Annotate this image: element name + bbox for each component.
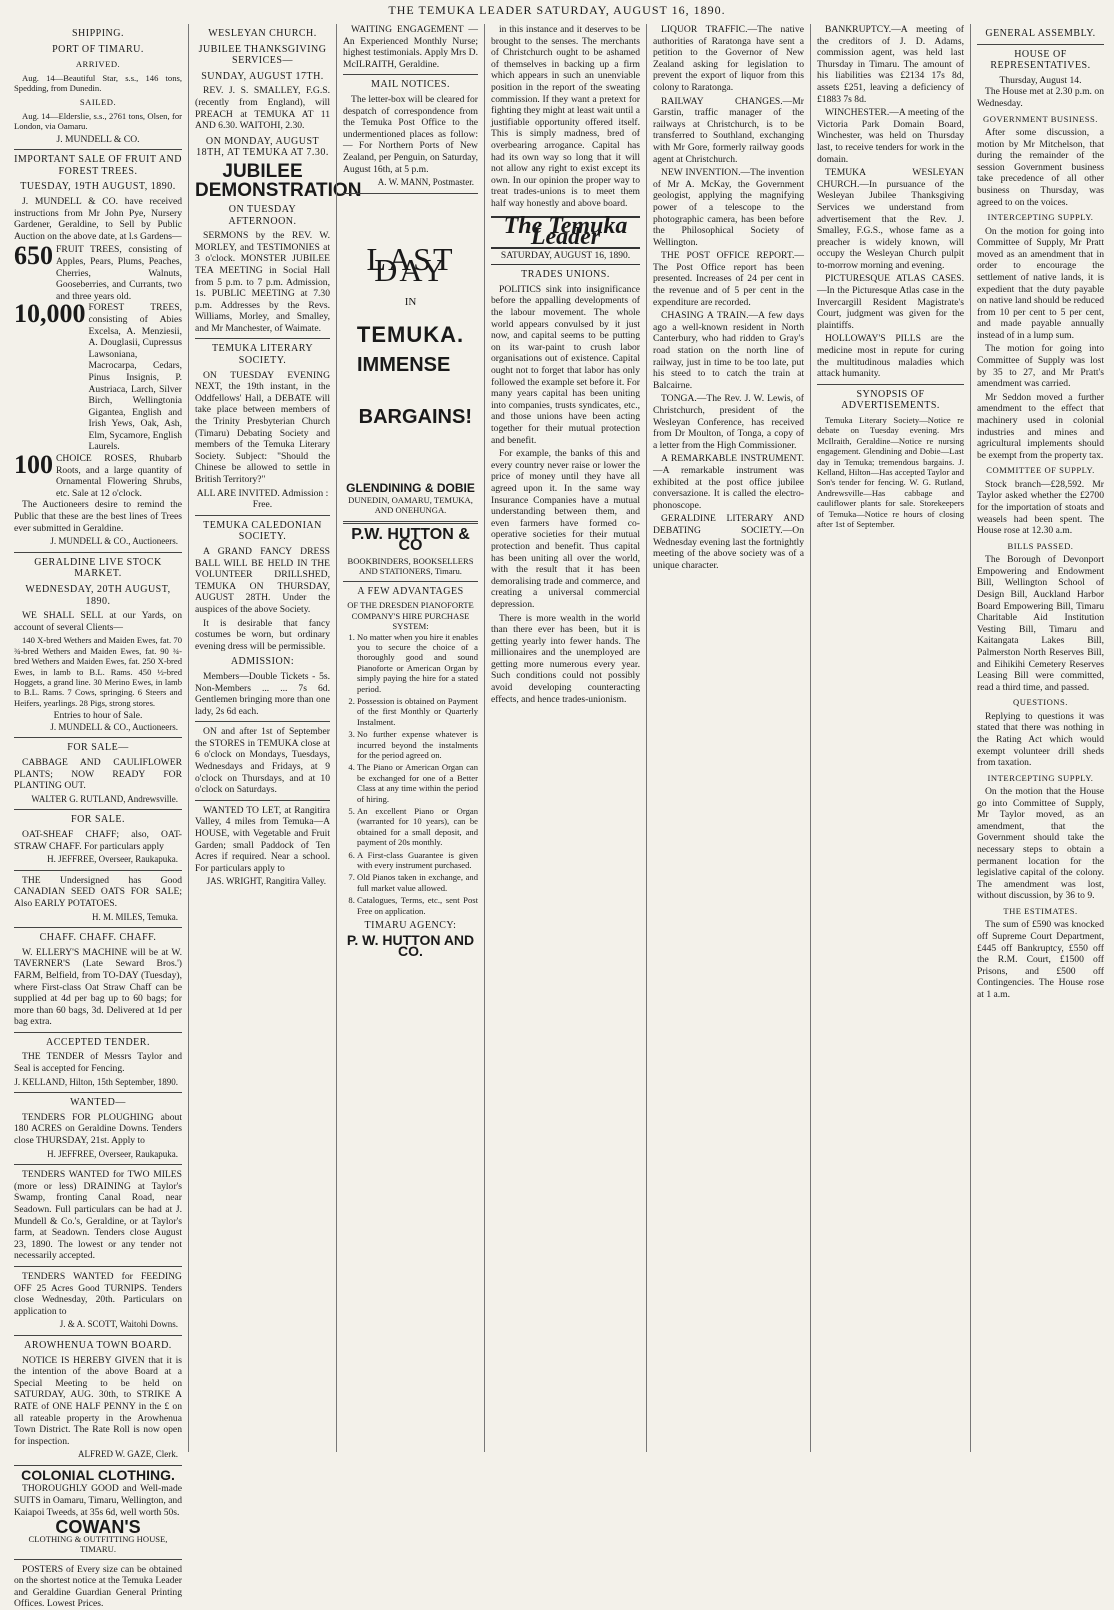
column-1: [8, 24, 188, 1610]
supply-text-2: On the motion that the House go into Committee of Supply, Mr Taylor moved, as an amendment, that the Government should take the necessary steps to obtain a permanent location for the legislative capital of the colony. The amendment was lost, without discussion, by 36 to 9.: [977, 786, 1104, 902]
advantages-list: [343, 632, 478, 917]
temuka-heading: TEMUKA.: [356, 321, 465, 347]
supply-paragraph: Mr Seddon moved a further amendment to the effect that machinery used in colonial industries and mines and agricultural implements should be exempt from the property tax.: [977, 391, 1104, 461]
article-paragraph: There is more wealth in the world than there ever has been, but it is getting yearly into fewer hands. The millionaires and the unemployed are getting more numerous every year. Such conditions could not possibly avoid developing counteracting effects, and hence trades-unionism.: [491, 612, 640, 705]
divider: [14, 1465, 182, 1466]
divider: [343, 521, 478, 524]
shipping-heading: SHIPPING.: [71, 28, 124, 39]
supply-heading: INTERCEPTING SUPPLY.: [987, 212, 1094, 223]
bills-heading: BILLS PASSED.: [1007, 540, 1074, 551]
hutton-subtitle: BOOKBINDERS, BOOKSELLERS AND STATIONERS, Timaru.: [347, 555, 474, 577]
news-item: WINCHESTER.—A meeting of the Victoria Park Domain Board, Winchester, was held on Thursday last, to receive tenders for work in the domain.: [817, 107, 964, 165]
jubilee-heading: JUBILEE: [222, 160, 303, 182]
assembly-heading: GENERAL ASSEMBLY.: [985, 28, 1096, 39]
sale-heading: IMPORTANT SALE OF FRUIT AND FOREST TREES.: [14, 154, 182, 177]
column-2: [188, 24, 362, 1452]
for-sale-heading: FOR SALE—: [67, 742, 129, 754]
preacher-text: REV. J. S. SMALLEY, F.G.S. (recently from England), will PREACH at TEMUKA AT 11 AND 6.30. WAITOHI, 2.30.: [195, 85, 330, 132]
demonstration-heading: DEMONSTRATION: [195, 179, 362, 201]
synopsis-heading: SYNOPSIS OF ADVERTISEMENTS.: [841, 388, 940, 412]
estimates-text: The sum of £590 was knocked off Supreme Court Department, £445 off Bankruptcy, £550 off the R.M. Court, £1500 off Prisons, and £500 off Contingencies. The House rose at 1 a.m.: [977, 919, 1104, 1000]
stock-list: 140 X-bred Wethers and Maiden Ewes, fat. 70 ¾-bred Wethers and Maiden Ewes, fat. 90 ¾-bred Wethers and Maiden Ewes, fat. 250 X-bred Ewes, in lamb to B.L. Rams. 450 ½-bred Hoggets, a grand line. 30 Merino Ewes, in lamb to B.L. Rams. 7 Cows, springing. 6 Steers and Heifers, yearlings. 28 Pigs, strong stores.: [14, 635, 182, 708]
stock-note: Entries to hour of Sale.: [53, 710, 143, 722]
wanted-heading: WANTED—: [70, 1097, 126, 1109]
mail-heading: MAIL NOTICES.: [371, 79, 450, 91]
supply-paragraph: On the motion for going into Committee of Supply, Mr Pratt moved as an amendment that in order to encourage the settlement of native lands, it is expedient that the duty payable on native land should be reduced from 10 per cent to 5 per cent, and made payable annually instead of in a lump sum.: [977, 225, 1104, 341]
divider: [14, 870, 182, 871]
column-4: [484, 24, 646, 1452]
chaff-heading: CHAFF. CHAFF. CHAFF.: [39, 932, 157, 944]
agency-name: P. W. HUTTON AND CO.: [346, 931, 475, 960]
lot-number: 10,000: [14, 299, 86, 329]
committee-heading: COMMITTEE OF SUPPLY.: [986, 465, 1095, 476]
list-item: 7. Old Pianos taken in exchange, and full market value allowed.: [357, 872, 478, 893]
synopsis-text: Temuka Literary Society—Notice re debate on Tuesday evening. Mrs McIlraith, Geraldine—Notice re nursing engagement. Glendining and Dobie—Last day in Temuka; tremendous bargains. J. Kelland, Hilton—Has accepted Taylor and Son's tender for fencing. W. G. Rutland, Andrewsville—Has cabbage and cauliflower plants for sale. Storekeepers of Temuka—Notice re hours of closing after 1st of September.: [817, 415, 964, 530]
mail-text: The letter-box will be cleared for despatch of correspondence from the Temuka Post Office to the undermentioned places as follow:— For Northern Ports of New Zealand, per Penguin, on Saturday, August 16th, at 5 p.m.: [343, 93, 478, 175]
lot-number: 650: [14, 241, 53, 271]
divider: [195, 515, 330, 516]
questions-text: Replying to questions it was stated that there was nothing in the Rating Act which would exempt volunteer drill sheds from taxation.: [977, 710, 1104, 769]
caledonian-heading: TEMUKA CALEDONIAN SOCIETY.: [203, 519, 322, 543]
divider: [14, 737, 182, 738]
mann-signature: A. W. MANN, Postmaster.: [377, 177, 474, 188]
glendining-towns: DUNEDIN, OAMARU, TEMUKA, AND ONEHUNGA.: [348, 494, 473, 516]
business-text: After some discussion, a motion by Mr Mitchelson, that during the remainder of the session Government business take precedence of all other business on Thursday, was agreed to on the voices.: [977, 126, 1104, 208]
arrived-heading: ARRIVED.: [75, 59, 121, 70]
house-heading: HOUSE OF REPRESENTATIVES.: [990, 48, 1091, 72]
lot-roses: [14, 450, 182, 499]
bills-text: The Borough of Devonport Empowering and Endowment Bill, Wellington School of Design Bill, Auckland Harbor Board Empowering Bill, Timaru Charitable Aid Institution Vesting Bill, Timaru and Kaitangata Lakes Bill, Palmerston North Reserves Bill, and Eihikihi Cemetery Reserves Leasing Bill were committed, read a third time, and passed.: [977, 554, 1104, 693]
divider: [14, 1032, 182, 1033]
accepted-heading: ACCEPTED TENDER.: [46, 1036, 150, 1048]
jubilee-date: SUNDAY, AUGUST 17TH.: [201, 70, 324, 82]
colonial-clothing-text: THOROUGHLY GOOD and Well-made SUITS in Oamaru, Timaru, Wellington, and Kaiapoi Tweeds, at 35s 6d, well worth 50s.: [14, 1483, 183, 1518]
news-item: PICTURESQUE ATLAS CASES.—In the Picturesque Atlas case in the Invercargill Resident Magistrate's Court, judgment was given for the plaintiffs.: [817, 273, 964, 331]
divider: [195, 721, 330, 722]
column-5: [646, 24, 810, 1452]
sale-date: TUESDAY, 19TH AUGUST, 1890.: [20, 181, 176, 193]
divider: [14, 1266, 182, 1267]
divider: [977, 44, 1104, 45]
column-6: [810, 24, 970, 1452]
committee-text: Stock branch—£28,592. Mr Taylor asked whether the £2700 for the importation of stoats and weasels had been spent. The House rose at 12.30 a.m.: [977, 478, 1104, 537]
for-sale-heading: FOR SALE.: [71, 814, 125, 826]
list-item: 4. The Piano or American Organ can be exchanged for one of a Better Class at any time within the period of hiring.: [357, 762, 478, 804]
demonstration-text: SERMONS by the REV. W. MORLEY, and TESTIMONIES at 3 o'clock. MONSTER JUBILEE TEA MEETING in Social Hall from 5 p.m. to 7 p.m. Admission, 1s. PUBLIC MEETING at 7.30 p.m. Addresses by the Revs. Williams, Morley, and Smalley, and Mr Manchester, of Waimate.: [195, 230, 330, 334]
house-date: Thursday, August 14.: [999, 74, 1082, 86]
literary-invited: ALL ARE INVITED. Admission : Free.: [196, 487, 329, 511]
news-item: TONGA.—The Rev. J. W. Lewis, of Christchurch, president of the Wesleyan Conference, has received from Dr Moulton, of Tonga, a copy of a letter from the High Commissioner.: [653, 393, 804, 451]
dateline: SATURDAY, AUGUST 16, 1890.: [491, 251, 640, 266]
wright-signature: JAS. WRIGHT, Rangitira Valley.: [206, 876, 326, 887]
news-item: BANKRUPTCY.—A meeting of the creditors of J. D. Adams, commission agent, was held last Thursday in Timaru. The amount of his liabilities was £2134 17s 8d, assets £251, leaving a deficiency of £1883 7s 8d.: [817, 24, 964, 105]
divider: [195, 800, 330, 801]
divider: [343, 193, 478, 194]
jeffree-signature: H. JEFFREE, Overseer, Raukapuka.: [47, 854, 178, 865]
port-heading: PORT OF TIMARU.: [52, 43, 144, 55]
divider: [14, 1559, 182, 1560]
questions-heading: QUESTIONS.: [1013, 697, 1068, 708]
mundell-signature: J. MUNDELL & CO.: [56, 133, 140, 145]
supply-paragraph: The motion for going into Committee of Supply was lost by 35 to 27, and Mr Pratt's amendment was carried.: [977, 343, 1104, 390]
lead-paragraph: in this instance and it deserves to be brought to the senses. The merchants of Christchurch ought to be ashamed of themselves in backing up a firm which appears in such an unenviable position in the report of the sweating commission. If they want a pretext for fighting they might at least wait until a justifiable opportunity offered itself. This is simply madness, bred of overbearing arrogance. Capital has had its own way so long that it will not allow any right to exist except its own. In our opinion the proper way to treat trades-unions is to meet them half way honestly and above board.: [491, 24, 640, 209]
cowans-text: CLOTHING & OUTFITTING HOUSE, TIMARU.: [28, 1533, 168, 1555]
newspaper-title: The Temuka Leader: [491, 216, 640, 249]
divider: [817, 384, 964, 385]
news-item: HOLLOWAY'S PILLS are the medicine most in repute for curing the multitudinous maladies which attack humanity.: [817, 333, 964, 380]
oat-ad: OAT-SHEAF CHAFF; also, OAT-STRAW CHAFF. For particulars apply: [14, 828, 182, 852]
chaff-ad: W. ELLERY'S MACHINE will be at W. TAVERNER'S (Late Seward Bros.') FARM, Belfield, from TO-DAY (Tuesday), where First-class Oat Straw Chaff can be supplied at 4d per bag up to 60 bags; for more than 60 bags, 3d. Delivered at 1d per bag extra.: [14, 946, 182, 1028]
list-item: 1. No matter when you hire it enables you to secure the choice of a thoroughly good and sound Pianoforte or American Organ by simply paying the hire for a stated period.: [357, 632, 478, 694]
literary-heading: TEMUKA LITERARY SOCIETY.: [211, 343, 314, 367]
advantages-heading: A FEW ADVANTAGES: [357, 585, 464, 597]
stock-date: WEDNESDAY, 20TH AUGUST, 1890.: [25, 584, 171, 607]
jeffree-signature: H. JEFFREE, Overseer, Raukapuka.: [47, 1148, 178, 1159]
kelland-signature: J. KELLAND, Hilton, 15th September, 1890.: [14, 1076, 178, 1087]
lot-text: CHOICE ROSES, Rhubarb Roots, and a large quantity of Ornamental Flowering Shrubs, etc. Sale at 12 o'clock.: [56, 453, 182, 499]
masthead: THE TEMUKA LEADER SATURDAY, AUGUST 16, 1890.: [388, 3, 726, 17]
house-opening: The House met at 2.30 p.m. on Wednesday.: [977, 86, 1104, 109]
lot-text: FOREST TREES, consisting of Abies Excelsa, A. Menziesii, A. Douglasii, Cupressus Lawsoniana, Macrocarpa, Cedars, Pinus Insignis, P. Austriaca, Larch, Silver Birch, Wellingtonia Gigantea, English and Irish Yews, Oak, Ash, Elm, Sycamore, English Laurels.: [88, 302, 182, 453]
news-item: NEW INVENTION.—The invention of Mr A. McKay, the Government geologist, applying the magnifying power of a telescope to the photographic camera, has been before the Philosophical Society of Wellington.: [653, 167, 804, 248]
mundell-signature: J. MUNDELL & CO., Auctioneers.: [50, 536, 178, 547]
mundell-signature: J. MUNDELL & CO., Auctioneers.: [50, 721, 178, 732]
posters-ad: POSTERS of Every size can be obtained on the shortest notice at the Temuka Leader and Geraldine Guardian General Printing Offices. Lowest Prices.: [14, 1563, 182, 1610]
glendining-heading: GLENDINING & DOBIE: [346, 481, 475, 496]
caledonian-costume: It is desirable that fancy costumes be worn, but ordinary evening dress will be permissible.: [195, 617, 330, 652]
caledonian-text: A GRAND FANCY DRESS BALL WILL BE HELD IN THE VOLUNTEER DRILLSHED, TEMUKA ON THURSDAY, AUGUST 28TH. Under the auspices of the above Society.: [195, 545, 330, 615]
news-item: LIQUOR TRAFFIC.—The native authorities of Raratonga have sent a petition to the Governor of New Zealand asking for legislation to prevent the export of liquor from this colony to Raratonga.: [653, 24, 804, 93]
sale-note: The Auctioneers desire to remind the Public that these are the best lines of Trees ever submitted in Geraldine.: [14, 499, 182, 534]
news-item: CHASING A TRAIN.—A few days ago a well-known resident in North Canterbury, who had ridden to Gray's road station on the north line of railway, just in time to be too late, put his steed to to catch the train at Balcairne.: [653, 310, 804, 391]
news-item: TEMUKA WESLEYAN CHURCH.—In pursuance of the Wesleyan Jubilee Thanksgiving Services we understand from advertisement that the Rev. J. Smalley, F.G.S., whose fame as a preacher is widely known, will occupy the Wesleyan Church pulpit to-morrow morning and evening.: [817, 167, 964, 271]
divider: [14, 149, 182, 150]
stock-intro: WE SHALL SELL at our Yards, on account of several Clients—: [14, 610, 182, 633]
plough-tender: TENDERS FOR PLOUGHING about 180 ACRES on Geraldine Downs. Tenders close THURSDAY, 21st. Apply to: [14, 1111, 182, 1147]
admission-heading: ADMISSION:: [230, 656, 295, 668]
list-item: 6. A First-class Guarantee is given with every instrument purchased.: [357, 850, 478, 871]
divider: [14, 552, 182, 553]
arowhenua-notice: NOTICE IS HEREBY GIVEN that it is the intention of the above Board at a Special Meeting to be held on SATURDAY, AUG. 30th, to STRIKE A RATE of ONE HALF PENNY in the £ on all rateable property in the Arowhenua Town District. The Rate Roll is now open for inspection.: [14, 1354, 182, 1447]
arowhenua-heading: AROWHENUA TOWN BOARD.: [24, 1339, 172, 1351]
divider: [343, 581, 478, 582]
cabbage-ad: CABBAGE AND CAULIFLOWER PLANTS; NOW READY FOR PLANTING OUT.: [14, 757, 182, 792]
divider: [14, 1164, 182, 1165]
lot-fruit-trees: [14, 241, 182, 302]
draining-tender: TENDERS WANTED for TWO MILES (more or less) DRAINING at Taylor's Swamp, fronting Canal Road, near Seadown. Full particulars can be had at J. Mundell & Co.'s, Geraldine, or at Taylor's farm, at Seadown. Tenders close August 23, 1890. The lowest or any tender not necessarily accepted.: [14, 1169, 182, 1262]
stores-closing: ON and after 1st of September the STORES in TEMUKA close at 6 o'clock on Mondays, Tuesdays, Wednesdays and Fridays, at 9 o'clock on Thursdays, and at 10 o'clock on Saturdays.: [195, 726, 330, 796]
column-3: [336, 24, 484, 1452]
list-item: 5. An excellent Piano or Organ (warranted for 10 years), can be obtained for a small deposit, and payment of 20s monthly.: [357, 806, 478, 848]
trades-heading: TRADES UNIONS.: [521, 269, 610, 281]
article-paragraph: POLITICS sink into insignificance before the appalling developments of the labour movement. The whole world appears convulsed by it just now, and capital seems to be putting on its war-paint to crush labor organisations out of existence. Capital ought not to forget that labor has only followed the example set before it. For many years capital has been uniting into companies, trusts syndicates, etc., and those unions have been acting together for their mutual protection and benefit.: [491, 283, 640, 446]
feeding-tender: TENDERS WANTED for FEEDING OFF 25 Acres Good TURNIPS. Tenders close Wednesday, 20th. Particulars on application to: [14, 1270, 182, 1317]
wesleyan-heading: WESLEYAN CHURCH.: [208, 28, 317, 39]
business-heading: GOVERNMENT BUSINESS.: [983, 113, 1098, 124]
to-let-ad: WANTED TO LET, at Rangitira Valley, 4 miles from Temuka—A HOUSE, with Vegetable and Fruit Garden; small Paddock of Ten Acres if required. Near a school. For particulars apply to: [195, 804, 330, 874]
lot-text: FRUIT TREES, consisting of Apples, Pears, Plums, Peaches, Cherries, Walnuts, Gooseberries, and Currants, two and three years old.: [56, 244, 182, 302]
estimates-heading: THE ESTIMATES.: [1003, 906, 1078, 917]
cowans-heading: COWAN'S: [55, 1517, 141, 1538]
divider: [14, 809, 182, 810]
news-item: RAILWAY CHANGES.—Mr Garstin, traffic manager of the railways at Christchurch, is to be transferred to Southland, exchanging with Mr Gore, formerly railway goods agent at Christchurch.: [653, 95, 804, 165]
divider: [14, 1335, 182, 1336]
list-item: 2. Possession is obtained on Payment of the first Monthly or Quarterly Instalment.: [357, 696, 478, 727]
sailed-heading: SAILED.: [79, 97, 117, 108]
lot-number: 100: [14, 450, 53, 480]
jubilee-services: JUBILEE THANKSGIVING SERVICES—: [198, 43, 327, 67]
divider: [195, 338, 330, 339]
divider: [343, 74, 478, 75]
lot-forest-trees: [14, 299, 182, 453]
gaze-signature: ALFRED W. GAZE, Clerk.: [78, 1449, 178, 1460]
literary-text: ON TUESDAY EVENING NEXT, the 19th instant, in the Oddfellows' Hall, a DEBATE will take place between members of the Trinity Presbyterian Church (Timaru) Debating Society and members of the Temuka Literary Society. Subject: "Should the Chinese be allowed to settle in British Territory?": [195, 369, 330, 485]
miles-signature: H. M. MILES, Temuka.: [92, 911, 178, 922]
admission-text: Members—Double Tickets - 5s. Non-Members ... ... 7s 6d. Gentlemen bringing more than one lady, 2s 6d each.: [195, 670, 330, 717]
seed-oats-ad: THE Undersigned has Good CANADIAN SEED OATS FOR SALE; Also EARLY POTATOES.: [14, 874, 182, 909]
in-text: IN: [404, 295, 417, 308]
article-paragraph: For example, the banks of this and every country never raise or lower the price of money until they have all agreed upon it. In the same way Insurance Companies have a mutual understanding between them, and even farmers have formed co-operative societies for their mutual protection and benefit. Thus capital has been uniting all over the world, with the result that it has been demoralising trade and commerce, and creating a universal commercial depression.: [491, 448, 640, 610]
sailed-text: Aug. 14—Elderslie, s.s., 2761 tons, Olsen, for London, via Oamaru.: [14, 110, 182, 132]
column-7: [970, 24, 1110, 1452]
monday-text: ON MONDAY, AUGUST 18TH, AT TEMUKA AT 7.30.: [196, 135, 329, 159]
immense-heading: IMMENSE: [357, 354, 451, 377]
list-item: 8. Catalogues, Terms, etc., sent Post Free on application.: [357, 895, 478, 916]
colonial-clothing-heading: COLONIAL CLOTHING.: [21, 1466, 175, 1483]
agency-heading: TIMARU AGENCY:: [364, 920, 457, 932]
arrived-text: Aug. 14—Beautiful Star, s.s., 146 tons, Spedding, from Dunedin.: [14, 72, 182, 93]
divider: [14, 927, 182, 928]
supply-heading-2: INTERCEPTING SUPPLY.: [987, 772, 1094, 783]
rutland-signature: WALTER G. RUTLAND, Andrewsville.: [31, 793, 178, 804]
last-day-heading: LAST DAY: [366, 240, 455, 289]
bargains-heading: BARGAINS!: [358, 405, 472, 428]
news-item: THE POST OFFICE REPORT.—The Post Office report has been presented. Increases of 24 per cent in the revenue and of 5 per cent in the expenditure are recorded.: [653, 250, 804, 308]
news-item: GERALDINE LITERARY AND DEBATING SOCIETY.—On Wednesday evening last the fortnightly meeting of the above society was of a unique character.: [653, 513, 804, 571]
divider: [14, 1092, 182, 1093]
stock-heading: GERALDINE LIVE STOCK MARKET.: [34, 556, 162, 580]
advantages-subtitle: OF THE DRESDEN PIANOFORTE COMPANY'S HIRE PURCHASE SYSTEM:: [347, 600, 474, 632]
sale-intro: J. MUNDELL & CO. have received instructions from Mr John Pye, Nursery Gardener, Geraldine, to Sell by Public Auction on the above date, at l.s Gardens—: [14, 196, 182, 242]
list-item: 3. No further expense whatever is incurred beyond the instalments for the period agreed on.: [357, 729, 478, 760]
hutton-heading: P.W. HUTTON & CO: [351, 525, 470, 555]
nurse-ad: WAITING ENGAGEMENT — An Experienced Monthly Nurse; highest testimonials. Apply Mrs D. McILRAITH, Geraldine.: [343, 24, 478, 70]
scott-signature: J. & A. SCOTT, Waitohi Downs.: [59, 1319, 178, 1330]
accepted-ad: THE TENDER of Messrs Taylor and Seal is accepted for Fencing.: [14, 1051, 182, 1075]
tuesday-text: ON TUESDAY AFTERNOON.: [228, 203, 297, 227]
news-item: A REMARKABLE INSTRUMENT.—A remarkable instrument was exhibited at the post office jubilee conversazione. It is called the electro-phonoscope.: [653, 453, 804, 511]
